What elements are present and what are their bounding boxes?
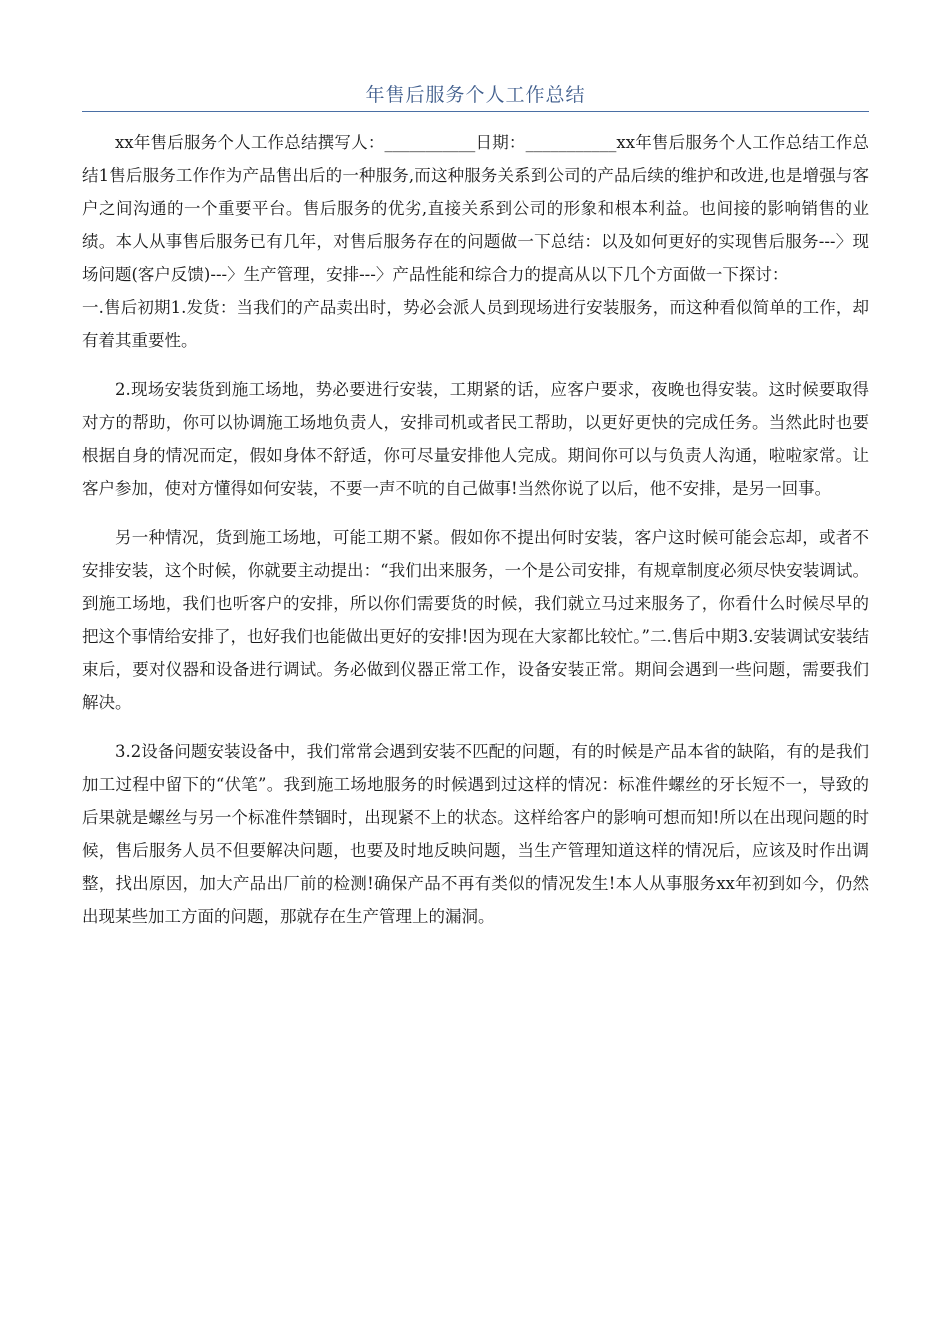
title-divider: [82, 111, 869, 112]
paragraph-equipment-issues: 3.2设备问题安装设备中，我们常常会遇到安装不匹配的问题，有的时候是产品本省的缺陷，有的是我们加工过程中留下的“伏笔”。我到施工场地服务的时候遇到过这样的情况：标准件螺丝的牙长短不一，导致的后果就是螺丝与另一个标准件禁锢时，出现紧不上的状态。这样给客户的影响可想而知!所以在出现问题的时候，售后服务人员不但要解决问题，也要及时地反映问题，当生产管理知道这样的情况后，应该及时作出调整，找出原因，加大产品出厂前的检测!确保产品不再有类似的情况发生!本人从事服务xx年初到如今，仍然出现某些加工方面的问题，那就存在生产管理上的漏洞。: [82, 742, 869, 926]
document-title: 年售后服务个人工作总结: [365, 84, 586, 106]
paragraph-onsite-installation: 2.现场安装货到施工场地，势必要进行安装，工期紧的话，应客户要求，夜晚也得安装。这时候要取得对方的帮助，你可以协调施工场地负责人，安排司机或者民工帮助，以更好更快的完成任务。当然此时也要根据自身的情况而定，假如身体不舒适，你可尽量安排他人完成。期间你可以与负责人沟通，啦啦家常。让客户参加，使对方懂得如何安装，不要一声不吭的自己做事!当然你说了以后，他不安排，是另一回事。: [82, 380, 869, 498]
paragraph-early-stage-delivery: 一.售后初期1.发货：当我们的产品卖出时，势必会派人员到现场进行安装服务，而这种看似简单的工作，却有着其重要性。: [82, 298, 869, 350]
document-page: [82, 0, 869, 933]
paragraph-other-situation: 另一种情况，货到施工场地，可能工期不紧。假如你不提出何时安装，客户这时候可能会忘却，或者不安排安装，这个时候，你就要主动提出：“我们出来服务，一个是公司安排，有规章制度必须尽快安装调试。到施工场地，我们也听客户的安排，所以你们需要货的时候，我们就立马过来服务了，你看什么时候尽早的把这个事情给安排了，也好我们也能做出更好的安排!因为现在大家都比较忙。”二.售后中期3.安装调试安装结束后，要对仪器和设备进行调试。务必做到仪器正常工作，设备安装正常。期间会遇到一些问题，需要我们解决。: [82, 528, 869, 712]
paragraph-intro: xx年售后服务个人工作总结撰写人：___________日期：___________xx年售后服务个人工作总结工作总结1售后服务工作作为产品售出后的一种服务,而这种服务关系到公司的产品后续的维护和改进,也是增强与客户之间沟通的一个重要平台。售后服务的优劣,直接关系到公司的形象和根本利益。也间接的影响销售的业绩。本人从事售后服务已有几年，对售后服务存在的问题做一下总结：以及如何更好的实现售后服务---〉现场问题(客户反馈)---〉生产管理，安排---〉产品性能和综合力的提高从以下几个方面做一下探讨：: [82, 133, 869, 284]
